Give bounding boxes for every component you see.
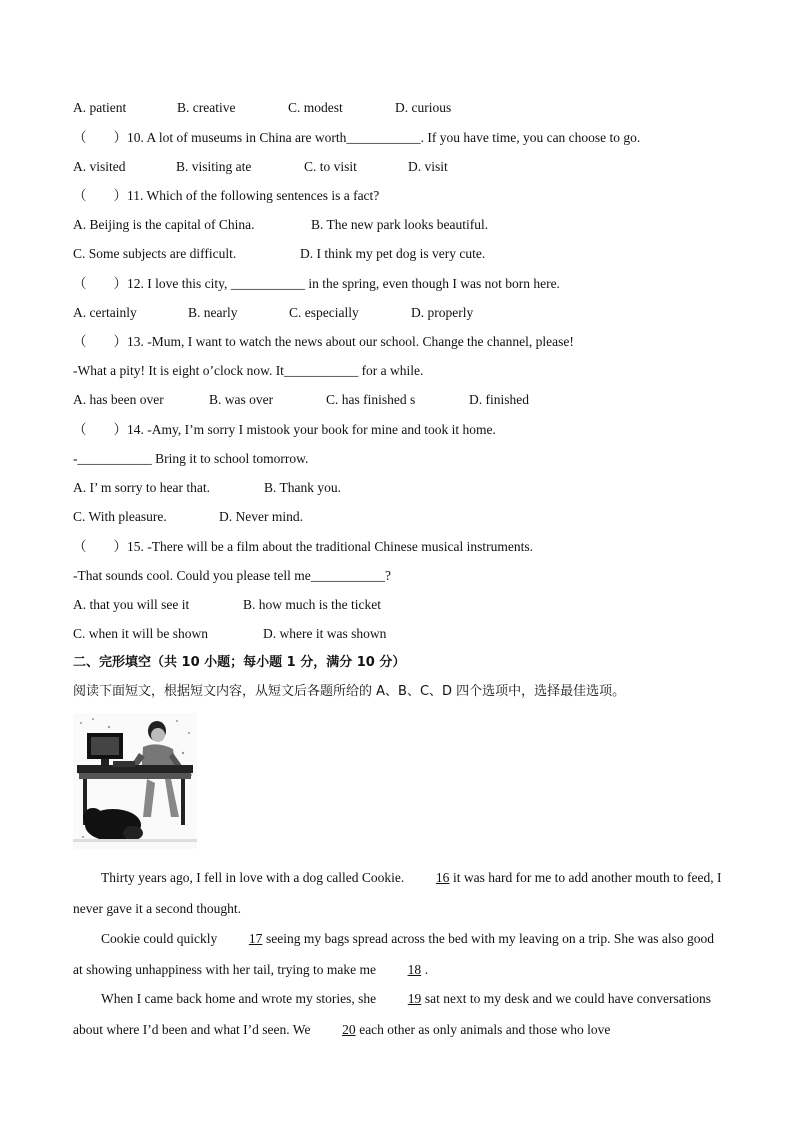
answer-paren: （ ） — [73, 334, 127, 349]
passage-paragraph-2 — [73, 923, 723, 985]
q15-options-ab — [73, 596, 381, 614]
q12-option-b: B. nearly — [188, 305, 238, 320]
q15-text: 15. -There will be a film about the traditional Chinese musical instruments. — [127, 539, 534, 554]
blank-19[interactable]: 19 — [407, 991, 422, 1006]
q11-options-cd — [73, 245, 485, 263]
q15-option-d: D. where it was shown — [263, 626, 387, 641]
q14-stem2: -___________ Bring it to school tomorrow. — [73, 451, 309, 466]
passage-text: . — [421, 962, 429, 977]
answer-paren: （ ） — [73, 276, 127, 291]
q11-option-a: A. Beijing is the capital of China. — [73, 217, 255, 232]
passage-text: sat next to my desk and we could have conversations about where I’d been and what I’d seen. We — [73, 991, 711, 1037]
q15-option-b: B. how much is the ticket — [243, 597, 381, 612]
q10-text: 10. A lot of museums in China are worth___________. If you have time, you can choose to go. — [127, 130, 641, 145]
q14-option-b: B. Thank you. — [264, 480, 341, 495]
q15-options-cd — [73, 625, 386, 643]
q13-option-d: D. finished — [469, 392, 529, 407]
q11-text: 11. Which of the following sentences is a fact? — [127, 188, 380, 203]
answer-paren: （ ） — [73, 130, 127, 145]
answer-paren: （ ） — [73, 422, 127, 437]
man-at-desk-with-dog-photo — [73, 713, 197, 849]
q13-option-b: B. was over — [209, 392, 274, 407]
q14-option-a: A. I’ m sorry to hear that. — [73, 480, 210, 495]
section-heading: 二、完形填空（共 10 小题；每小题 1 分，满分 10 分） — [73, 655, 406, 670]
blank-20[interactable]: 20 — [342, 1022, 356, 1037]
q15-stem — [73, 538, 533, 556]
q9-option-c: C. modest — [288, 100, 343, 115]
q9-options — [73, 99, 451, 117]
q10-option-b: B. visiting ate — [176, 159, 252, 174]
answer-paren: （ ） — [73, 188, 127, 203]
passage-text: each other as only animals and those who love — [355, 1022, 611, 1037]
q10-stem — [73, 129, 640, 147]
q11-stem — [73, 187, 379, 205]
passage-text: Thirty years ago, I fell in love with a dog called Cookie. — [101, 870, 408, 885]
q10-option-c: C. to visit — [304, 159, 357, 174]
q11-option-c: C. Some subjects are difficult. — [73, 246, 237, 261]
blank-17[interactable]: 17 — [248, 931, 263, 946]
q15-option-a: A. that you will see it — [73, 597, 190, 612]
q13-text: 13. -Mum, I want to watch the news about our school. Change the channel, please! — [127, 334, 574, 349]
q15-stem2: -That sounds cool. Could you please tell me___________? — [73, 568, 391, 583]
q11-options-ab — [73, 216, 488, 234]
q14-option-c: C. With pleasure. — [73, 509, 167, 524]
blank-18[interactable]: 18 — [407, 962, 422, 977]
q9-option-a: A. patient — [73, 100, 127, 115]
q12-option-c: C. especially — [289, 305, 359, 320]
q14-text: 14. -Amy, I’m sorry I mistook your book for mine and took it home. — [127, 422, 496, 437]
q9-option-d: D. curious — [395, 100, 452, 115]
passage-paragraph-1 — [73, 862, 723, 924]
q12-stem — [73, 275, 560, 293]
passage-paragraph-3 — [73, 983, 723, 1045]
q11-option-b: B. The new park looks beautiful. — [311, 217, 489, 232]
section-instruction: 阅读下面短文，根据短文内容，从短文后各题所给的 A、B、C、D 四个选项中，选择最佳选项。 — [73, 684, 626, 699]
q12-text: 12. I love this city, ___________ in the spring, even though I was not born here. — [127, 276, 560, 291]
q10-option-a: A. visited — [73, 159, 126, 174]
q11-option-d: D. I think my pet dog is very cute. — [300, 246, 486, 261]
q10-options — [73, 158, 448, 176]
q13-option-a: A. has been over — [73, 392, 164, 407]
q13-stem — [73, 333, 574, 351]
q14-options-cd — [73, 508, 303, 526]
passage-text: Cookie could quickly — [101, 931, 221, 946]
q12-options — [73, 304, 473, 322]
passage-text: seeing my bags spread across the bed with my leaving on a trip. She was also good at showing unhappiness with her tail, trying to make me — [73, 931, 715, 977]
q10-option-d: D. visit — [408, 159, 448, 174]
q15-option-c: C. when it will be shown — [73, 626, 208, 641]
q14-option-d: D. Never mind. — [219, 509, 303, 524]
blank-16[interactable]: 16 — [435, 870, 450, 885]
passage-text: it was hard for me to add another mouth to feed, I never gave it a second thought. — [73, 870, 722, 916]
q13-options — [73, 391, 529, 409]
q12-option-d: D. properly — [411, 305, 474, 320]
q13-stem2: -What a pity! It is eight o’clock now. It___________ for a while. — [73, 363, 424, 378]
q14-stem — [73, 421, 496, 439]
passage-text: When I came back home and wrote my stories, she — [101, 991, 380, 1006]
q9-option-b: B. creative — [177, 100, 236, 115]
q13-option-c: C. has finished s — [326, 392, 416, 407]
q14-options-ab — [73, 479, 341, 497]
q12-option-a: A. certainly — [73, 305, 137, 320]
answer-paren: （ ） — [73, 539, 127, 554]
